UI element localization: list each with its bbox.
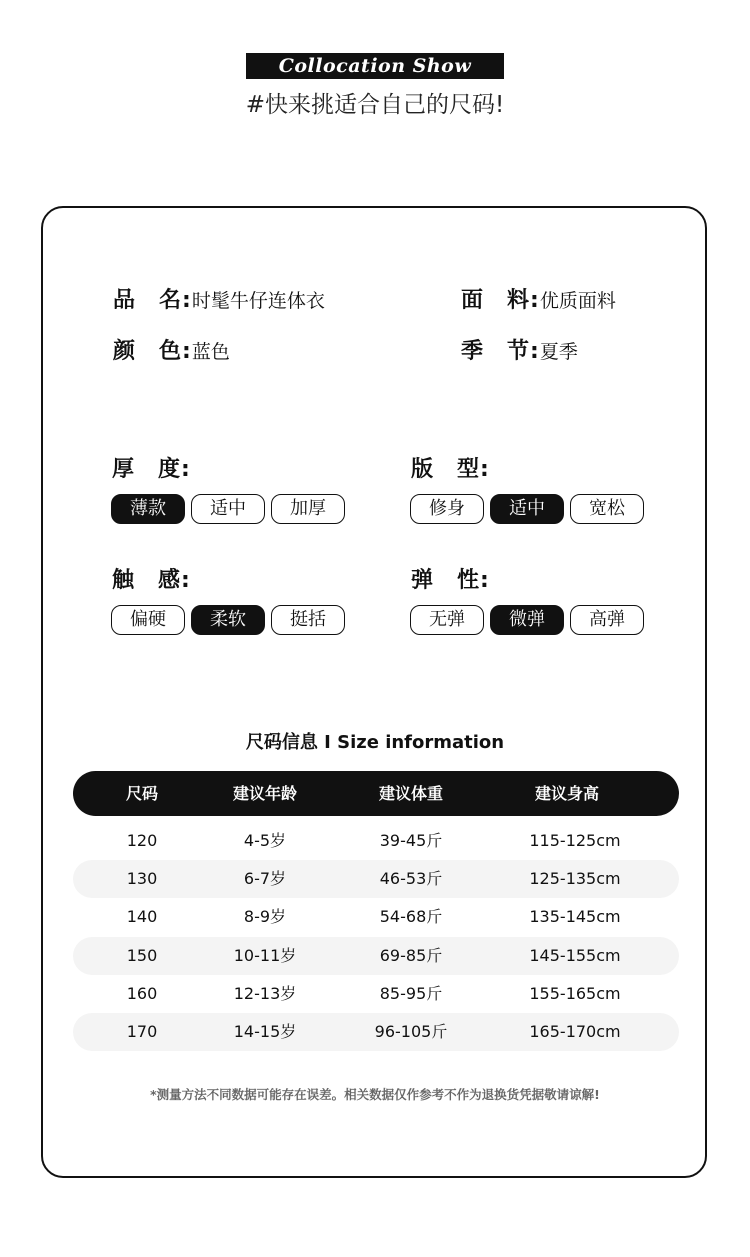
color-value: 蓝色: [191, 341, 230, 363]
table-row: [73, 1013, 679, 1051]
cell-age: 4-5岁: [243, 831, 287, 850]
touch-option-soft: 柔软: [191, 605, 265, 635]
cell-weight: 54-68斤: [379, 907, 443, 926]
fit-option-loose: 宽松: [570, 494, 644, 524]
table-row: [73, 937, 679, 975]
collocation-show-banner: Collocation Show: [246, 53, 504, 79]
thickness-option-thin: 薄款: [111, 494, 185, 524]
elasticity-option-none: 无弹: [410, 605, 484, 635]
cell-size: 140: [126, 907, 158, 926]
fit-title: 版 型:: [411, 457, 490, 482]
season-label: 季 节:: [461, 339, 540, 364]
cell-size: 120: [126, 831, 158, 850]
touch-option-stiff: 偏硬: [111, 605, 185, 635]
elasticity-title: 弹 性:: [411, 568, 490, 593]
touch-option-crisp: 挺括: [271, 605, 345, 635]
touch-title: 触 感:: [112, 568, 191, 593]
season-field: [461, 337, 578, 366]
cell-age: 8-9岁: [243, 907, 287, 926]
size-table-header: [73, 771, 679, 816]
fit-option-regular: 适中: [490, 494, 564, 524]
fit-options: [410, 494, 644, 524]
cell-age: 6-7岁: [243, 869, 287, 888]
product-name-label: 品 名:: [113, 288, 192, 313]
fabric-value: 优质面料: [539, 290, 616, 312]
cell-height: 125-135cm: [529, 869, 621, 888]
disclaimer-note: *测量方法不同数据可能存在误差。相关数据仅作参考不作为退换货凭据敬请谅解!: [150, 1087, 600, 1102]
thickness-title: 厚 度:: [112, 457, 191, 482]
product-name-field: [113, 286, 325, 315]
table-row: [73, 975, 679, 1013]
cell-size: 160: [126, 984, 158, 1003]
cell-height: 145-155cm: [529, 946, 621, 965]
size-table-title: 尺码信息 I Size information: [245, 732, 505, 753]
header-age: 建议年龄: [232, 784, 297, 803]
cell-height: 155-165cm: [529, 984, 621, 1003]
table-row: [73, 898, 679, 936]
header-height: 建议身高: [534, 784, 599, 803]
product-name-value: 时髦牛仔连体衣: [191, 290, 325, 312]
color-label: 颜 色:: [113, 339, 192, 364]
cell-weight: 96-105斤: [374, 1022, 448, 1041]
cell-age: 10-11岁: [233, 946, 297, 965]
header-weight: 建议体重: [378, 784, 443, 803]
table-row: [73, 860, 679, 898]
cell-height: 165-170cm: [529, 1022, 621, 1041]
elasticity-options: [410, 605, 644, 635]
season-value: 夏季: [539, 341, 578, 363]
touch-options: [111, 605, 345, 635]
cell-weight: 39-45斤: [379, 831, 443, 850]
table-row: [73, 822, 679, 860]
cell-height: 135-145cm: [529, 907, 621, 926]
fabric-field: [461, 286, 616, 315]
cell-size: 150: [126, 946, 158, 965]
cell-age: 14-15岁: [233, 1022, 297, 1041]
cell-weight: 85-95斤: [379, 984, 443, 1003]
cell-age: 12-13岁: [233, 984, 297, 1003]
thickness-option-medium: 适中: [191, 494, 265, 524]
cell-size: 170: [126, 1022, 158, 1041]
elasticity-option-slight: 微弹: [490, 605, 564, 635]
fit-option-slim: 修身: [410, 494, 484, 524]
color-field: [113, 337, 230, 366]
thickness-options: [111, 494, 345, 524]
page-subtitle: #快来挑适合自己的尺码!: [245, 92, 505, 118]
elasticity-option-high: 高弹: [570, 605, 644, 635]
thickness-option-thick: 加厚: [271, 494, 345, 524]
cell-size: 130: [126, 869, 158, 888]
fabric-label: 面 料:: [461, 288, 540, 313]
cell-weight: 69-85斤: [379, 946, 443, 965]
cell-weight: 46-53斤: [379, 869, 443, 888]
header-size: 尺码: [125, 784, 158, 803]
cell-height: 115-125cm: [529, 831, 621, 850]
